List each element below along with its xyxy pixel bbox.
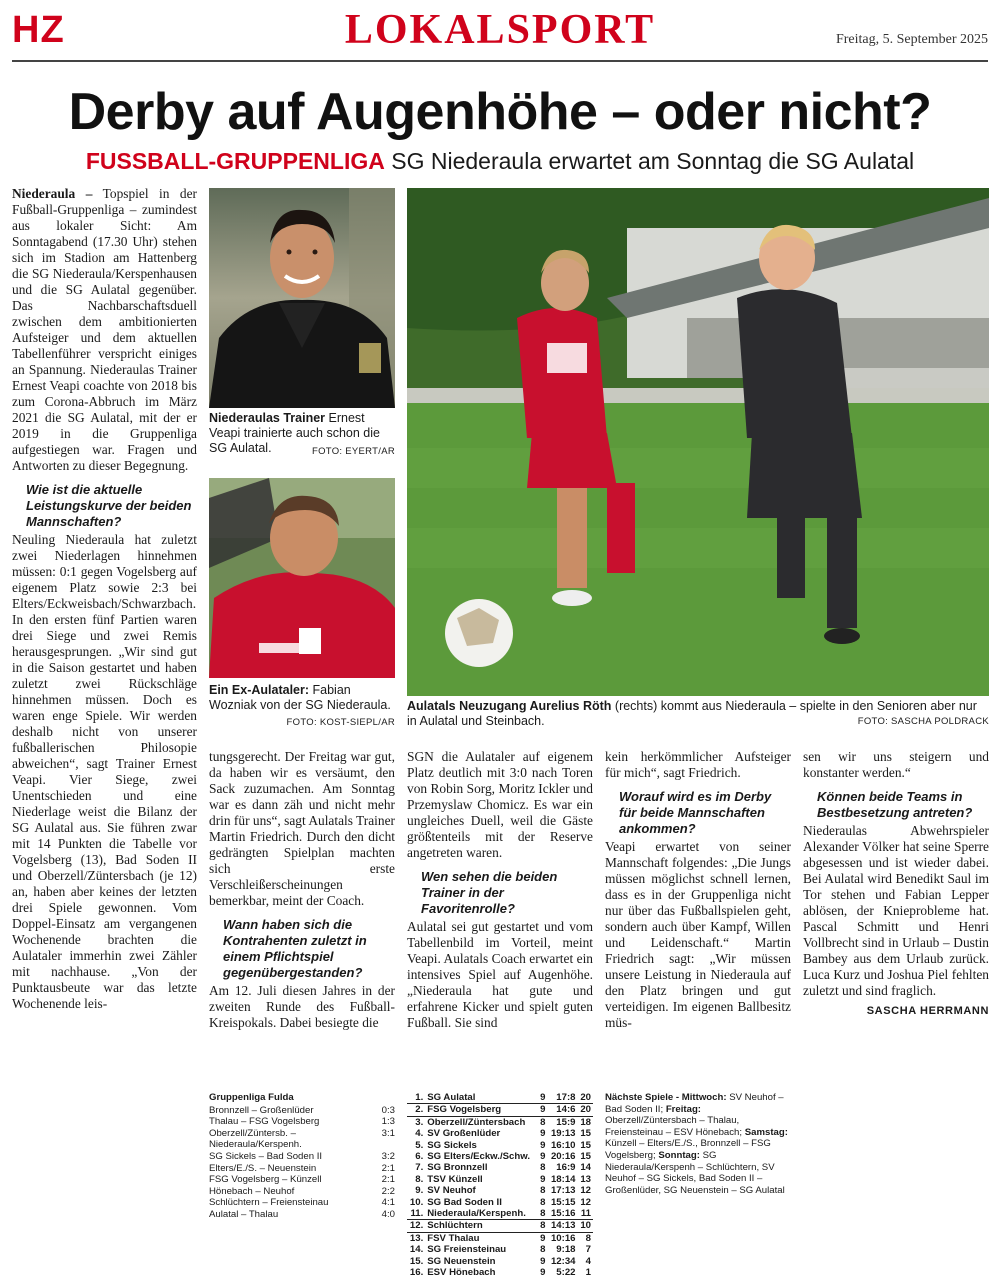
coach-photo xyxy=(209,188,395,408)
standings-row xyxy=(407,1104,593,1116)
standings-games: 8 xyxy=(538,1220,548,1232)
standings-pos: 4. xyxy=(415,1128,424,1140)
question-1: Wie ist die aktuelle Leistungskurve der beiden Mannschaften? xyxy=(26,482,192,529)
standings-goals: 14:6 xyxy=(547,1104,577,1116)
standings-pos: 7. xyxy=(415,1162,424,1174)
main-caption-text: (rechts) kommt aus Niederaula – spielte in den Senioren aber nur in Aulatal und Steinbach. xyxy=(407,699,977,728)
paper-logo: HZ xyxy=(12,9,65,51)
issue-date: Freitag, 5. September 2025 xyxy=(835,32,988,47)
coach-caption-bold: Niederaulas Trainer xyxy=(209,411,326,425)
standings-team: SG Bronnzell xyxy=(427,1162,488,1174)
results-title: Gruppenliga Fulda xyxy=(209,1092,294,1103)
answer-4-continued: sen wir uns steigern und konstanter werden.“ xyxy=(803,749,989,780)
next-games-label-wed: Nächste Spiele - Mittwoch: xyxy=(605,1092,727,1103)
subhead-text: SG Niederaula erwartet am Sonntag die SG Aulatal xyxy=(391,148,915,174)
standings-games: 8 xyxy=(538,1208,548,1220)
subheadline xyxy=(12,146,988,176)
standings-games: 8 xyxy=(540,1185,546,1197)
result-match: Bronnzell – Großenlüder xyxy=(209,1104,314,1116)
result-score: 2:2 xyxy=(381,1185,395,1197)
standings-team: Oberzell/Züntersbach xyxy=(427,1116,526,1128)
standings-games: 9 xyxy=(540,1151,546,1163)
result-row xyxy=(209,1163,395,1175)
standings-team: TSV Künzell xyxy=(427,1173,483,1185)
standings-goals: 15:16 xyxy=(547,1208,577,1220)
result-row xyxy=(209,1116,395,1128)
next-games-wed: SV Neuhof – Bad Soden II; xyxy=(605,1092,784,1115)
standings-pts: 14 xyxy=(580,1162,591,1174)
main-photo-credit: FOTO: SASCHA POLDRACK xyxy=(857,716,989,727)
standings-goals: 10:16 xyxy=(550,1232,576,1244)
standings-pos: 12. xyxy=(407,1220,425,1232)
standings-pos: 2. xyxy=(407,1104,425,1116)
standings-row xyxy=(407,1244,593,1255)
standings-pts: 12 xyxy=(580,1185,591,1197)
standings-goals: 16:10 xyxy=(550,1139,576,1151)
result-match: SG Sickels – Bad Soden II xyxy=(209,1150,323,1162)
standings-team: SG Bad Soden II xyxy=(427,1196,502,1208)
standings-pts: 7 xyxy=(585,1244,591,1256)
article-column-5 xyxy=(803,749,989,1019)
result-row xyxy=(209,1197,395,1209)
standings-pos: 16. xyxy=(409,1267,424,1279)
result-score: 2:1 xyxy=(381,1162,395,1174)
standings-games: 9 xyxy=(540,1128,546,1140)
standings-row xyxy=(407,1140,593,1151)
result-row xyxy=(209,1105,395,1117)
article-column-1 xyxy=(12,186,197,1012)
standings-goals: 15:15 xyxy=(550,1196,576,1208)
standings-team: Schlüchtern xyxy=(425,1220,537,1232)
standings-games: 8 xyxy=(540,1196,546,1208)
standings-pts: 4 xyxy=(585,1255,591,1267)
next-games-label-sun: Sonntag: xyxy=(658,1149,700,1161)
standings-team: SV Großenlüder xyxy=(427,1128,501,1140)
standings-pos: 3. xyxy=(415,1116,424,1128)
author-byline: SASCHA HERRMANN xyxy=(866,1005,989,1017)
answer-2-continued: SGN die Aulataler auf eigenem Platz deutlich mit 3:0 nach Toren von Robin Sorg, Moritz Ickler und Przemyslaw Chomicz. Es war ein ungleiches Duell, weil die Gäste größtenteils mit der Reserve angetreten waren. xyxy=(407,749,593,860)
standings-pts: 10 xyxy=(578,1220,594,1232)
next-games-fri: Oberzell/Züntersbach – Thalau, Freiensteinau – ESV Hönebach; xyxy=(605,1115,743,1138)
main-match-photo xyxy=(407,188,989,696)
standings-row xyxy=(407,1151,593,1162)
standings-pos: 10. xyxy=(409,1196,424,1208)
standings-team: SG Aulatal xyxy=(425,1092,537,1104)
player-photo-credit: FOTO: KOST-SIEPL/AR xyxy=(286,717,395,728)
next-games-sun: SG Niederaula/Kerspenh – Schlüchtern, SV Neuhof – SG Sickels, Bad Soden II – Großenlüder, SG Neuenstein – SG Aulatal xyxy=(605,1149,785,1196)
standings-team: SG Sickels xyxy=(427,1139,477,1151)
standings-team: Niederaula/Kerspenh. xyxy=(425,1208,537,1220)
standings-pos: 6. xyxy=(415,1151,424,1163)
standings-goals: 20:16 xyxy=(550,1151,576,1163)
main-caption-bold: Aulatals Neuzugang Aurelius Röth xyxy=(407,699,612,713)
standings-goals: 18:14 xyxy=(550,1173,576,1185)
standings-row xyxy=(407,1208,593,1220)
result-row xyxy=(209,1128,395,1151)
result-match: Hönebach – Neuhof xyxy=(209,1185,295,1197)
standings-row xyxy=(407,1185,593,1196)
answer-3-continued: kein herkömmlicher Aufsteiger für mich“, sagt Friedrich. xyxy=(605,749,791,780)
question-5: Können beide Teams in Bestbesetzung antreten? xyxy=(817,789,973,820)
standings-row xyxy=(407,1116,593,1128)
standings-goals: 9:18 xyxy=(556,1244,576,1256)
standings-goals: 15:9 xyxy=(556,1116,576,1128)
standings-games: 9 xyxy=(540,1173,546,1185)
standings-pts: 18 xyxy=(580,1116,591,1128)
result-match: Thalau – FSG Vogelsberg xyxy=(209,1116,320,1128)
result-match: FSG Vogelsberg – Künzell xyxy=(209,1174,322,1186)
standings-goals: 17:13 xyxy=(550,1185,576,1197)
standings-row xyxy=(407,1220,593,1232)
main-photo-caption xyxy=(407,699,989,729)
result-match: Aulatal – Thalau xyxy=(209,1208,279,1220)
next-games-sat: Künzell – Elters/E./S., Bronnzell – FSG Vogelsberg; xyxy=(605,1138,771,1161)
result-score: 0:3 xyxy=(381,1104,395,1116)
coach-caption xyxy=(209,411,395,459)
standings-goals: 17:8 xyxy=(547,1092,577,1104)
answer-1: Neuling Niederaula hat zuletzt zwei Niederlagen hinnehmen müssen: 0:1 gegen Vogelsberg auf eigenem Platz sowie 2:3 bei Elters/Eckweisbach/Schwarzbach. In den ersten fünf Partien waren drei Siege und zwei Remis herausgesprungen. „Wir sind gut in die Saison gestartet und haben zuletzt zwei Rückschläge hinnehmen müssen. Doch es waren enge Spiele. Wir werden deshalb nicht von unserer fußballerischen Philosopie abweichen“, sagt Trainer Ernest Veapi. Vier Siege, zwei Unentschieden und eine Niederlage weist die Bilanz der SG Aulatal aus. Sie führen zwar mit 14 Punkten die Tabelle vor Vogelsberg (13), Bad Soden II und Oberzell/Züntersbach (je 12) an, haben aber keines der letzten drei Spiele gewonnen. Vom Doppel-Einsatz am vergangenen Wochenende brachten die Aulataler immerhin zwei Zähler mit nachhause. „Von der Punktausbeute war das letzte Wochenende leis- xyxy=(12,532,197,1011)
kicker: FUSSBALL-GRUPPENLIGA xyxy=(85,148,385,174)
answer-3: Aulatal sei gut gestartet und vom Tabellenbild im Vorteil, meint Veapi. Aulatals Coach erwartet ein intensives Spiel auf Augenhöhe. „Niederaula hat gute und erfahrene Kicker und spielt guten Fußball. Sie sind xyxy=(407,919,593,1030)
standings-table xyxy=(407,1092,593,1279)
next-games-label-fri: Freitag: xyxy=(665,1103,701,1115)
standings-goals: 14:13 xyxy=(547,1220,577,1232)
standings-team: SG Freiensteinau xyxy=(427,1244,507,1256)
standings-pts: 11 xyxy=(578,1208,594,1220)
standings-row xyxy=(407,1232,593,1244)
standings-team: SV Neuhof xyxy=(427,1185,476,1197)
intro-text: Topspiel in der Fußball-Gruppenliga – zumindest aus lokaler Sicht: Am Sonntagabend (17.30 Uhr) stehen sich im Stadion am Hattenberg die SG Niederaula/Kerspenhausen und die SG Aulatal gegenüber. Das Nachbarschaftsduell zwischen dem ambitionierten Aufsteiger und dem aktuellen Tabellenführer verspricht einiges an Spannung. Niederaulas Trainer Ernest Veapi coachte von 2018 bis zum Corona-Abbruch im März 2021 die SG Aulatal, mit der er 2019 in die Gruppenliga aufgestiegen war. Fragen und Antworten zu dieser Begegnung. xyxy=(12,186,197,473)
article-column-4 xyxy=(605,749,791,1031)
standings-team: FSV Thalau xyxy=(427,1232,480,1244)
result-row xyxy=(209,1186,395,1198)
standings-pos: 14. xyxy=(409,1244,424,1256)
intro-paragraph xyxy=(12,186,197,474)
results-list xyxy=(209,1105,395,1221)
standings-games: 9 xyxy=(538,1104,548,1116)
answer-4: Veapi erwartet von seiner Mannschaft folgendes: „Die Jungs müssen möglichst schnell lernen, dass es in der Gruppenliga nicht nur über das Fußballspielen geht, sondern auch über Kampf, Willen und Leidenschaft.“ Martin Friedrich sagt: „Wir müssen unsere Leistung in Niederaula auf den Platz bringen und gut verteidigen. Im eigenen Ballbesitz müs- xyxy=(605,839,791,1030)
result-score: 4:1 xyxy=(381,1197,395,1209)
result-score: 3:1 xyxy=(381,1127,395,1139)
standings-row xyxy=(407,1128,593,1139)
standings-games: 8 xyxy=(540,1244,546,1256)
standings-row xyxy=(407,1256,593,1267)
standings-goals: 16:9 xyxy=(556,1162,576,1174)
standings-pts: 20 xyxy=(578,1104,594,1116)
standings-games: 9 xyxy=(538,1092,548,1104)
standings-team: FSG Vogelsberg xyxy=(425,1104,537,1116)
standings-games: 9 xyxy=(540,1267,546,1279)
standings-row xyxy=(407,1174,593,1185)
standings-pts: 15 xyxy=(580,1151,591,1163)
standings-pts: 8 xyxy=(585,1232,591,1244)
question-2: Wann haben sich die Kontrahenten zuletzt in einem Pflichtspiel gegenübergestanden? xyxy=(223,917,367,980)
result-row xyxy=(209,1209,395,1221)
standings-table-box xyxy=(407,1092,593,1279)
player-caption-text: Fabian Wozniak von der SG Niederaula. xyxy=(209,683,391,712)
standings-goals: 19:13 xyxy=(550,1128,576,1140)
answer-2: Am 12. Juli diesen Jahres in der zweiten Runde des Fußball-Kreispokals. Dabei besiegte die xyxy=(209,983,395,1030)
standings-pts: 12 xyxy=(580,1196,591,1208)
question-4: Worauf wird es im Derby für beide Mannschaften ankommen? xyxy=(619,789,772,836)
standings-games: 9 xyxy=(540,1232,546,1244)
standings-pts: 13 xyxy=(580,1173,591,1185)
standings-team: SG Neuenstein xyxy=(427,1255,496,1267)
standings-team: ESV Hönebach xyxy=(427,1267,496,1279)
standings-games: 9 xyxy=(540,1255,546,1267)
article-column-2 xyxy=(209,749,395,1031)
standings-games: 9 xyxy=(540,1139,546,1151)
standings-games: 8 xyxy=(540,1162,546,1174)
standings-team: SG Elters/Eckw./Schw. xyxy=(427,1151,530,1163)
standings-pts: 20 xyxy=(578,1092,594,1104)
next-games-box xyxy=(605,1092,791,1196)
standings-pos: 1. xyxy=(407,1092,425,1104)
standings-row xyxy=(407,1162,593,1173)
question-3: Wen sehen die beiden Trainer in der Favoritenrolle? xyxy=(421,869,558,916)
result-match: Schlüchtern – Freiensteinau xyxy=(209,1197,329,1209)
results-box xyxy=(209,1092,395,1221)
standings-pos: 11. xyxy=(407,1208,425,1220)
standings-row xyxy=(407,1092,593,1104)
standings-goals: 5:22 xyxy=(556,1267,576,1279)
standings-pts: 1 xyxy=(585,1267,591,1279)
result-score: 4:0 xyxy=(381,1208,395,1220)
standings-pos: 15. xyxy=(409,1255,424,1267)
player-caption-bold: Ein Ex-Aulataler: xyxy=(209,683,310,697)
coach-photo-credit: FOTO: EYERT/AR xyxy=(311,446,395,457)
standings-pos: 8. xyxy=(415,1173,424,1185)
result-row xyxy=(209,1151,395,1163)
standings-games: 8 xyxy=(540,1116,546,1128)
result-match: Elters/E./S. – Neuenstein xyxy=(209,1162,317,1174)
answer-1-continued: tungsgerecht. Der Freitag war gut, da haben wir es versäumt, den Sack zuzumachen. Am Sonntag war es dann zäh und nicht mehr drin für uns“, sagt Aulatals Trainer Martin Friedrich. Durch den dicht gedrängten Spielplan machten sich erste Verschleißerscheinungen bemerkbar, meint der Coach. xyxy=(209,749,395,908)
standings-pos: 13. xyxy=(409,1232,424,1244)
next-games-label-sat: Samstag: xyxy=(744,1126,788,1138)
standings-pos: 9. xyxy=(415,1185,424,1197)
result-score: 3:2 xyxy=(381,1150,395,1162)
standings-pts: 15 xyxy=(580,1128,591,1140)
player-caption xyxy=(209,683,395,730)
section-title: LOKALSPORT xyxy=(344,7,656,53)
dateline-city: Niederaula – xyxy=(12,186,93,201)
result-score: 2:1 xyxy=(381,1174,395,1186)
headline: Derby auf Augenhöhe – oder nicht? xyxy=(68,83,932,141)
standings-goals: 12:34 xyxy=(550,1255,576,1267)
coach-caption-text: Ernest Veapi trainierte auch schon die SG Aulatal. xyxy=(209,411,380,455)
masthead-rule xyxy=(12,60,988,62)
article-column-3 xyxy=(407,749,593,1031)
standings-pos: 5. xyxy=(415,1139,424,1151)
result-match: Oberzell/Züntersb. – Niederaula/Kerspenh. xyxy=(209,1127,302,1151)
result-score: 1:3 xyxy=(381,1116,395,1128)
standings-pts: 15 xyxy=(580,1139,591,1151)
player-photo xyxy=(209,478,395,678)
standings-row xyxy=(407,1197,593,1208)
answer-5: Niederaulas Abwehrspieler Alexander Völker hat seine Sperre abgesessen und ist wieder dabei. Bei Aulatal wird Benedikt Saul im Tor stehen und Fabian Lepper ablösen, der Knieprobleme hat. Pascal Schmitt und Henri Vollbrecht sind in Urlaub – Dustin Bambey aus dem Urlaub zurück. Luca Kurz und Joshua Piel fehlten zuletzt und sind fraglich. xyxy=(803,823,989,998)
result-row xyxy=(209,1174,395,1186)
